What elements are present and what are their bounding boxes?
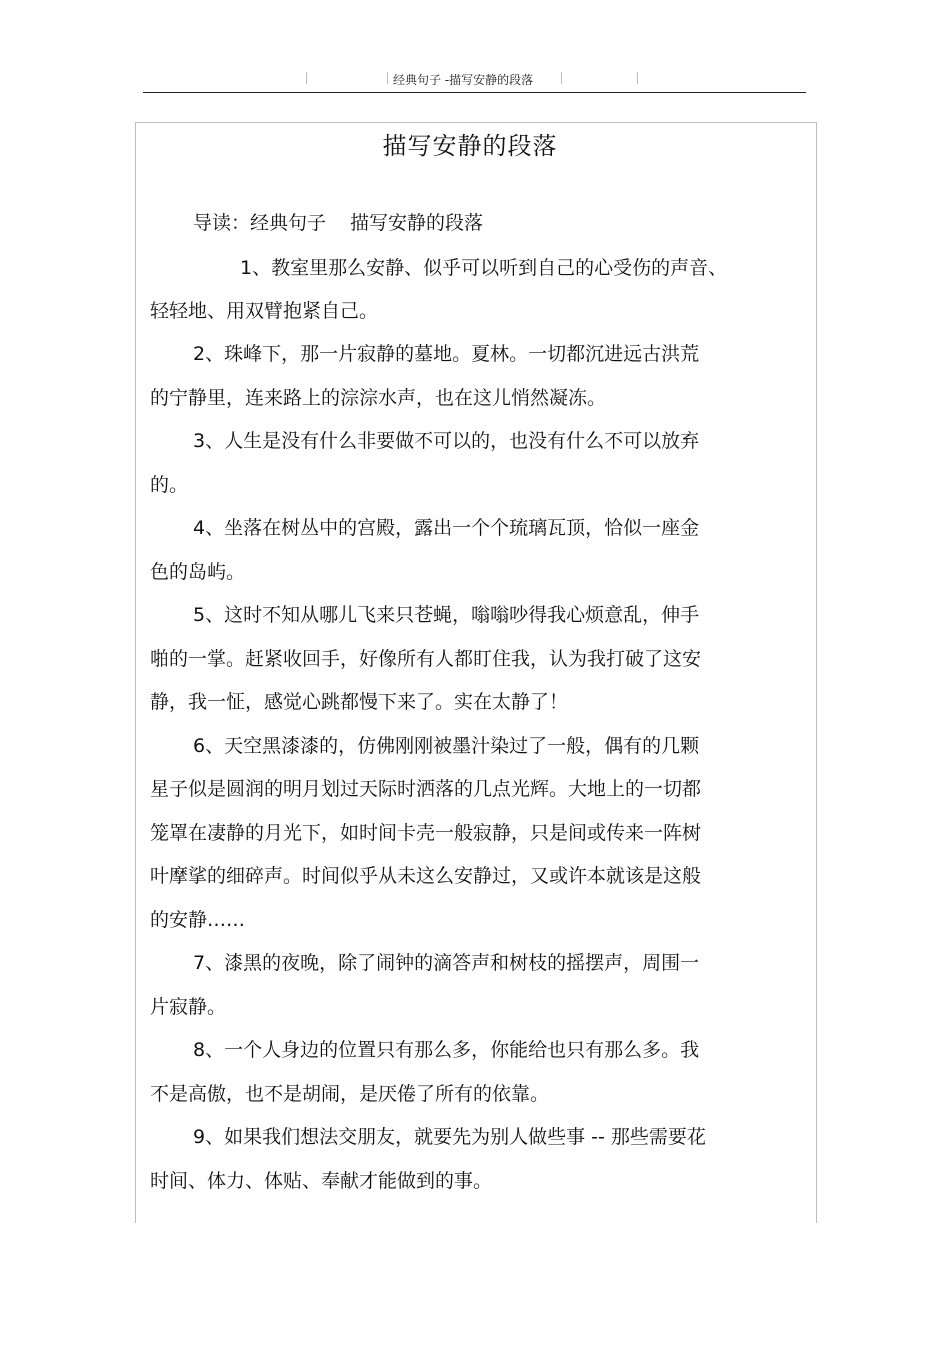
text-line: 不是高傲，也不是胡闹，是厌倦了所有的依靠。 bbox=[150, 1083, 550, 1105]
text-line: 7、漆黑的夜晚，除了闹钟的滴答声和树枝的摇摆声，周围一 bbox=[193, 952, 700, 974]
text-line: 2、珠峰下，那一片寂静的墓地。夏林。一切都沉进远古洪荒 bbox=[193, 343, 700, 365]
header-mark bbox=[637, 72, 638, 84]
text-line: 星子似是圆润的明月划过天际时洒落的几点光辉。大地上的一切都 bbox=[150, 778, 702, 800]
text-line: 9、如果我们想法交朋友，就要先为别人做些事 -- 那些需要花 bbox=[193, 1126, 706, 1148]
text-line: 叶摩挲的细碎声。时间似乎从未这么安静过，又或许本就该是这般 bbox=[150, 865, 702, 887]
text-line: 的。 bbox=[150, 474, 189, 496]
lead-label: 导读：经典句子 bbox=[193, 212, 327, 234]
header-mark bbox=[306, 72, 307, 84]
text-line: 3、人生是没有什么非要做不可以的，也没有什么不可以放弃 bbox=[193, 430, 700, 452]
text-line: 6、天空黑漆漆的，仿佛刚刚被墨汁染过了一般，偶有的几颗 bbox=[193, 735, 700, 757]
text-line: 8、一个人身边的位置只有那么多，你能给也只有那么多。我 bbox=[193, 1039, 700, 1061]
text-line: 1、教室里那么安静、似乎可以听到自己的心受伤的声音、 bbox=[240, 257, 728, 279]
lead-line bbox=[193, 208, 483, 235]
text-line: 的宁静里，连来路上的淙淙水声，也在这儿悄然凝冻。 bbox=[150, 387, 607, 409]
text-line: 片寂静。 bbox=[150, 996, 227, 1018]
header-mark bbox=[561, 72, 562, 84]
text-line: 时间、体力、体贴、奉献才能做到的事。 bbox=[150, 1170, 493, 1192]
text-line: 静，我一怔，感觉心跳都慢下来了。实在太静了！ bbox=[150, 691, 569, 713]
text-line: 色的岛屿。 bbox=[150, 561, 246, 583]
text-line: 轻轻地、用双臂抱紧自己。 bbox=[150, 300, 379, 322]
text-line: 啪的一掌。赶紧收回手，好像所有人都盯住我，认为我打破了这安 bbox=[150, 648, 702, 670]
text-line: 5、这时不知从哪儿飞来只苍蝇，嗡嗡吵得我心烦意乱，伸手 bbox=[193, 604, 700, 626]
text-line: 的安静…… bbox=[150, 909, 246, 931]
page-title: 描写安静的段落 bbox=[382, 132, 558, 160]
text-line: 笼罩在凄静的月光下，如时间卡壳一般寂静，只是间或传来一阵树 bbox=[150, 822, 702, 844]
header-mark bbox=[387, 72, 388, 84]
header-text: 经典句子 -描写安静的段落 bbox=[393, 73, 534, 87]
lead-text: 描写安静的段落 bbox=[350, 212, 484, 234]
text-line: 4、坐落在树丛中的宫殿，露出一个个琉璃瓦顶，恰似一座金 bbox=[193, 517, 700, 539]
